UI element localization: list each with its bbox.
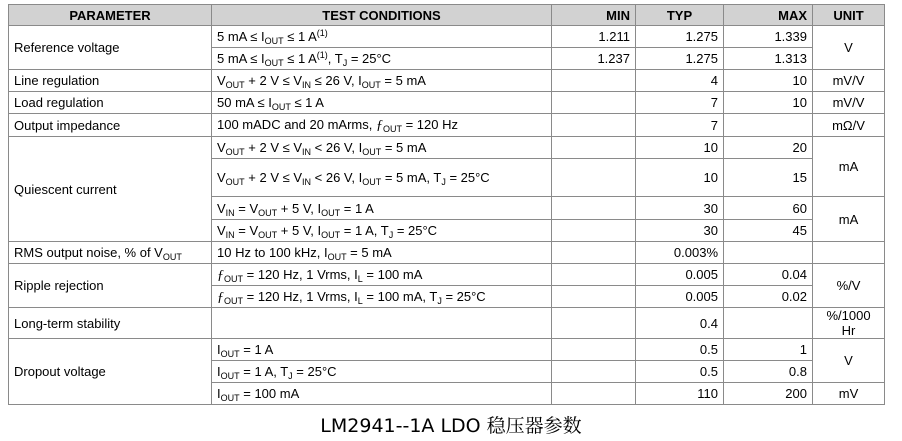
table-row <box>9 26 885 48</box>
min-cell <box>552 70 636 92</box>
typ-cell: 0.003% <box>636 242 724 264</box>
typ-cell: 7 <box>636 114 724 137</box>
max-cell <box>724 114 813 137</box>
typ-cell: 7 <box>636 92 724 114</box>
condition-cell: 100 mADC and 20 mArms, $ƒ_{OUT} = 120$ Hz <box>212 114 552 137</box>
condition-cell: $I_{OUT} = 1$ A <box>212 339 552 361</box>
max-cell: 45 <box>724 220 813 242</box>
unit-cell: V <box>813 339 885 383</box>
max-cell: 20 <box>724 137 813 159</box>
unit-cell: mV <box>813 383 885 405</box>
condition-cell: $V_{OUT} + 2$ $V \le V_{IN} < 26$ V, $I_{OUT} = 5$ mA, $T_J = 25^\circ C$ <box>212 159 552 197</box>
typ-cell: 1.275 <box>636 48 724 70</box>
typ-cell: 4 <box>636 70 724 92</box>
condition-cell <box>212 308 552 339</box>
header-min: MIN <box>552 5 636 26</box>
max-cell: 1.313 <box>724 48 813 70</box>
max-cell: 1.339 <box>724 26 813 48</box>
min-cell <box>552 286 636 308</box>
min-cell <box>552 114 636 137</box>
max-cell: 1 <box>724 339 813 361</box>
typ-cell: 10 <box>636 159 724 197</box>
min-cell <box>552 137 636 159</box>
parameter-cell: Line regulation <box>9 70 212 92</box>
condition-cell: $ƒ_{OUT} = 120$ Hz, 1 Vrms, $I_L = 100$ mA, $T_J = 25^\circ C$ <box>212 286 552 308</box>
table-row <box>9 114 885 137</box>
parameter-cell: Reference voltage <box>9 26 212 70</box>
header-max: MAX <box>724 5 813 26</box>
max-cell <box>724 242 813 264</box>
unit-cell: mA <box>813 137 885 197</box>
condition-cell: 50 mA ≤ $I_{OUT} \le 1$ A <box>212 92 552 114</box>
typ-cell: 30 <box>636 197 724 220</box>
typ-cell: 0.5 <box>636 339 724 361</box>
max-cell: 10 <box>724 70 813 92</box>
condition-cell: 5 mA ≤ $I_{OUT} \le 1$ $A^{(1)}$, $T_J = 25^\circ C$ <box>212 48 552 70</box>
max-cell: 200 <box>724 383 813 405</box>
typ-cell: 30 <box>636 220 724 242</box>
header-unit: UNIT <box>813 5 885 26</box>
min-cell <box>552 197 636 220</box>
header-row <box>9 5 885 26</box>
unit-cell: %/1000 Hr <box>813 308 885 339</box>
typ-cell: 10 <box>636 137 724 159</box>
condition-cell: 5 mA ≤ $I_{OUT} \le 1$ $A^{(1)}$ <box>212 26 552 48</box>
max-cell: 0.04 <box>724 264 813 286</box>
table-row <box>9 92 885 114</box>
unit-cell: V <box>813 26 885 70</box>
min-cell <box>552 242 636 264</box>
typ-cell: 0.005 <box>636 264 724 286</box>
specifications-table <box>8 4 885 405</box>
max-cell <box>724 308 813 339</box>
max-cell: 15 <box>724 159 813 197</box>
condition-cell: $V_{OUT} + 2$ $V \le V_{IN} < 26$ V, $I_{OUT} = 5$ mA <box>212 137 552 159</box>
parameter-cell: Load regulation <box>9 92 212 114</box>
header-parameter: PARAMETER <box>9 5 212 26</box>
condition-cell: 10 Hz to 100 kHz, $I_{OUT} = 5$ mA <box>212 242 552 264</box>
min-cell <box>552 159 636 197</box>
figure-caption: LM2941--1A LDO 稳压器参数 <box>320 415 582 437</box>
table-row <box>9 137 885 159</box>
table-row <box>9 70 885 92</box>
max-cell: 0.8 <box>724 361 813 383</box>
typ-cell: 0.4 <box>636 308 724 339</box>
unit-cell: mV/V <box>813 70 885 92</box>
parameter-cell: Ripple rejection <box>9 264 212 308</box>
typ-cell: 0.005 <box>636 286 724 308</box>
condition-cell: $I_{OUT} = 1$ A, $T_J = 25^\circ C$ <box>212 361 552 383</box>
min-cell <box>552 220 636 242</box>
condition-cell: $V_{OUT} + 2$ $V \le V_{IN} \le 26$ V, $I_{OUT} = 5$ mA <box>212 70 552 92</box>
header-typ: TYP <box>636 5 724 26</box>
min-cell <box>552 308 636 339</box>
table-row <box>9 339 885 361</box>
table-row <box>9 242 885 264</box>
parameter-cell: Quiescent current <box>9 137 212 242</box>
min-cell: 1.237 <box>552 48 636 70</box>
unit-cell: mA <box>813 197 885 242</box>
condition-cell: $I_{OUT} = 100$ mA <box>212 383 552 405</box>
typ-cell: 110 <box>636 383 724 405</box>
typ-cell: 0.5 <box>636 361 724 383</box>
parameter-cell: Output impedance <box>9 114 212 137</box>
parameter-cell: Dropout voltage <box>9 339 212 405</box>
min-cell <box>552 383 636 405</box>
condition-cell: $V_{IN} = V_{OUT} + 5$ V, $I_{OUT} = 1$ A, $T_J = 25^\circ C$ <box>212 220 552 242</box>
unit-cell: %/V <box>813 264 885 308</box>
condition-cell: $ƒ_{OUT} = 120$ Hz, 1 Vrms, $I_L = 100$ mA <box>212 264 552 286</box>
min-cell: 1.211 <box>552 26 636 48</box>
max-cell: 0.02 <box>724 286 813 308</box>
table-row <box>9 308 885 339</box>
min-cell <box>552 92 636 114</box>
max-cell: 60 <box>724 197 813 220</box>
min-cell <box>552 339 636 361</box>
unit-cell <box>813 242 885 264</box>
unit-cell: mΩ/V <box>813 114 885 137</box>
header-test-conditions: TEST CONDITIONS <box>212 5 552 26</box>
min-cell <box>552 361 636 383</box>
table-row <box>9 264 885 286</box>
parameter-cell: RMS output noise, % of $V_{OUT}$ <box>9 242 212 264</box>
min-cell <box>552 264 636 286</box>
max-cell: 10 <box>724 92 813 114</box>
condition-cell: $V_{IN} = V_{OUT} + 5$ V, $I_{OUT} = 1$ A <box>212 197 552 220</box>
typ-cell: 1.275 <box>636 26 724 48</box>
parameter-cell: Long-term stability <box>9 308 212 339</box>
unit-cell: mV/V <box>813 92 885 114</box>
